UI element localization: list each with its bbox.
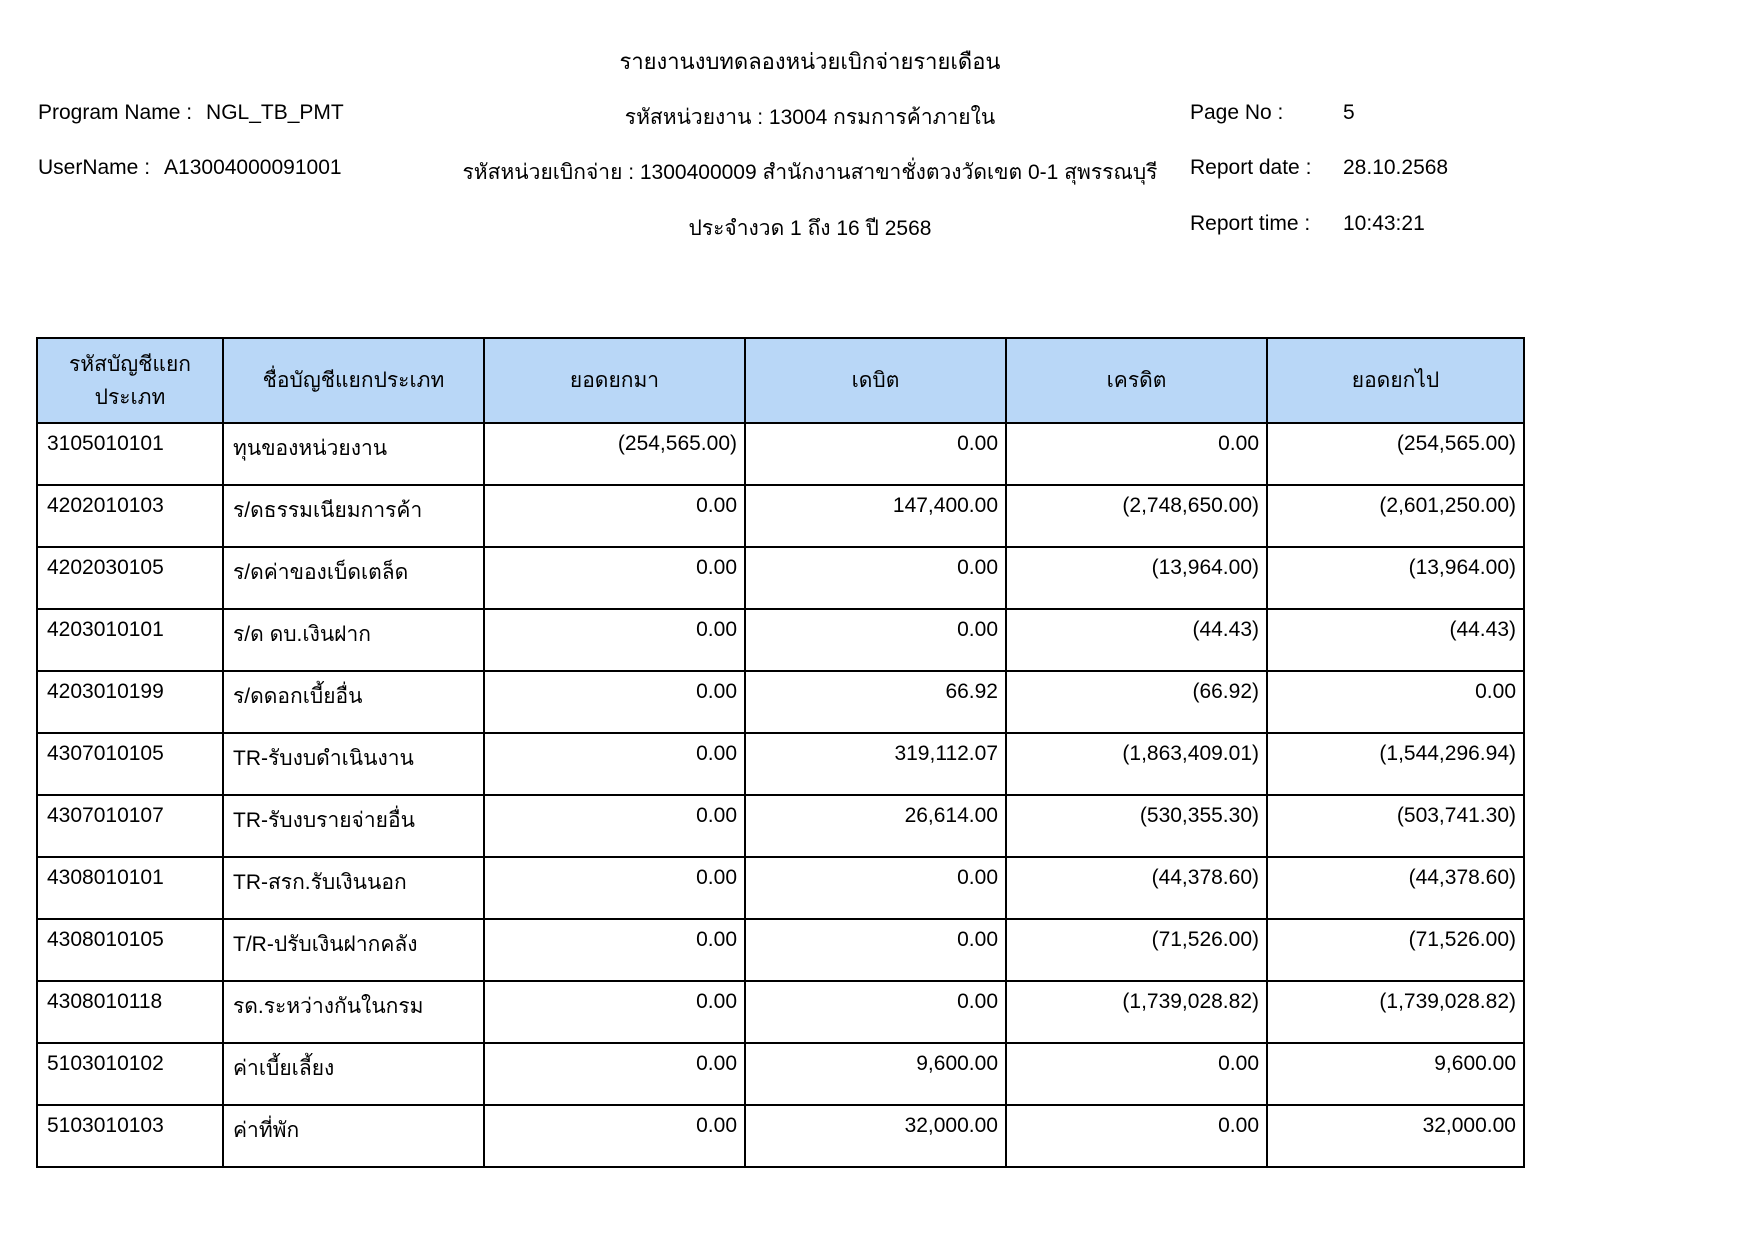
opening-balance-cell: 0.00 xyxy=(484,857,745,919)
credit-cell: (66.92) xyxy=(1006,671,1267,733)
debit-cell: 32,000.00 xyxy=(745,1105,1006,1167)
account-name-cell: ทุนของหน่วยงาน xyxy=(223,423,484,485)
debit-cell: 0.00 xyxy=(745,547,1006,609)
closing-balance-cell: (13,964.00) xyxy=(1267,547,1524,609)
table-row xyxy=(37,857,1524,919)
program-name-value: NGL_TB_PMT xyxy=(206,101,344,124)
credit-cell: 0.00 xyxy=(1006,423,1267,485)
closing-balance-cell: (71,526.00) xyxy=(1267,919,1524,981)
debit-cell: 9,600.00 xyxy=(745,1043,1006,1105)
debit-cell: 0.00 xyxy=(745,423,1006,485)
credit-cell: (44,378.60) xyxy=(1006,857,1267,919)
account-name-cell: รด.ระหว่างกันในกรม xyxy=(223,981,484,1043)
debit-cell: 147,400.00 xyxy=(745,485,1006,547)
debit-cell: 319,112.07 xyxy=(745,733,1006,795)
account-name-cell: ร/ดธรรมเนียมการค้า xyxy=(223,485,484,547)
opening-balance-cell: 0.00 xyxy=(484,671,745,733)
closing-balance-cell: (1,739,028.82) xyxy=(1267,981,1524,1043)
account-name-cell: TR-สรก.รับเงินนอก xyxy=(223,857,484,919)
account-name-cell: ร/ด ดบ.เงินฝาก xyxy=(223,609,484,671)
report-title: รายงานงบทดลองหน่วยเบิกจ่ายรายเดือน xyxy=(619,49,1001,74)
username-value: A13004000091001 xyxy=(164,156,342,179)
account-code-cell: 4308010105 xyxy=(37,919,223,981)
account-name-cell: ร/ดค่าของเบ็ดเตล็ด xyxy=(223,547,484,609)
credit-cell: 0.00 xyxy=(1006,1043,1267,1105)
credit-cell: (71,526.00) xyxy=(1006,919,1267,981)
account-code-cell: 5103010102 xyxy=(37,1043,223,1105)
credit-cell: 0.00 xyxy=(1006,1105,1267,1167)
table-header xyxy=(37,338,1524,423)
period-line: ประจำงวด 1 ถึง 16 ปี 2568 xyxy=(688,217,932,240)
report-time-value: 10:43:21 xyxy=(1343,212,1425,235)
closing-balance-cell: 32,000.00 xyxy=(1267,1105,1524,1167)
credit-cell: (2,748,650.00) xyxy=(1006,485,1267,547)
debit-cell: 66.92 xyxy=(745,671,1006,733)
account-code-cell: 4307010105 xyxy=(37,733,223,795)
closing-balance-cell: (44.43) xyxy=(1267,609,1524,671)
account-code-cell: 5103010103 xyxy=(37,1105,223,1167)
account-code-cell: 4203010199 xyxy=(37,671,223,733)
col-header-account-name: ชื่อบัญชีแยกประเภท xyxy=(223,338,484,423)
credit-cell: (1,863,409.01) xyxy=(1006,733,1267,795)
closing-balance-cell: (254,565.00) xyxy=(1267,423,1524,485)
col-header-debit: เดบิต xyxy=(745,338,1006,423)
debit-cell: 0.00 xyxy=(745,981,1006,1043)
table-row xyxy=(37,1105,1524,1167)
table-row xyxy=(37,423,1524,485)
opening-balance-cell: 0.00 xyxy=(484,795,745,857)
table-header-row xyxy=(37,338,1524,423)
col-header-closing-balance: ยอดยกไป xyxy=(1267,338,1524,423)
credit-cell: (13,964.00) xyxy=(1006,547,1267,609)
account-name-cell: T/R-ปรับเงินฝากคลัง xyxy=(223,919,484,981)
table-row xyxy=(37,485,1524,547)
opening-balance-cell: 0.00 xyxy=(484,485,745,547)
disbursement-line: รหัสหน่วยเบิกจ่าย : 1300400009 สำนักงานสาขาชั่งตวงวัดเขต 0-1 สุพรรณบุรี xyxy=(462,161,1158,184)
account-code-cell: 4202010103 xyxy=(37,485,223,547)
debit-cell: 0.00 xyxy=(745,919,1006,981)
table-row xyxy=(37,981,1524,1043)
account-name-cell: TR-รับงบรายจ่ายอื่น xyxy=(223,795,484,857)
col-header-account-code: รหัสบัญชีแยกประเภท xyxy=(37,338,223,423)
opening-balance-cell: 0.00 xyxy=(484,1105,745,1167)
credit-cell: (44.43) xyxy=(1006,609,1267,671)
table-row xyxy=(37,919,1524,981)
account-code-cell: 4203010101 xyxy=(37,609,223,671)
account-name-cell: ค่าที่พัก xyxy=(223,1105,484,1167)
program-name-label: Program Name : xyxy=(38,101,193,124)
table-row xyxy=(37,671,1524,733)
page-no-value: 5 xyxy=(1343,101,1355,124)
report-time-label: Report time : xyxy=(1190,212,1311,235)
username-label: UserName : xyxy=(38,156,151,179)
col-header-credit: เครดิต xyxy=(1006,338,1267,423)
account-code-cell: 4308010118 xyxy=(37,981,223,1043)
table-row xyxy=(37,609,1524,671)
agency-line: รหัสหน่วยงาน : 13004 กรมการค้าภายใน xyxy=(624,106,996,129)
closing-balance-cell: 0.00 xyxy=(1267,671,1524,733)
table-row xyxy=(37,733,1524,795)
opening-balance-cell: 0.00 xyxy=(484,609,745,671)
account-name-cell: TR-รับงบดำเนินงาน xyxy=(223,733,484,795)
report-date-label: Report date : xyxy=(1190,156,1312,179)
credit-cell: (530,355.30) xyxy=(1006,795,1267,857)
credit-cell: (1,739,028.82) xyxy=(1006,981,1267,1043)
opening-balance-cell: 0.00 xyxy=(484,1043,745,1105)
opening-balance-cell: 0.00 xyxy=(484,547,745,609)
opening-balance-cell: 0.00 xyxy=(484,733,745,795)
debit-cell: 0.00 xyxy=(745,857,1006,919)
account-code-cell: 3105010101 xyxy=(37,423,223,485)
opening-balance-cell: 0.00 xyxy=(484,919,745,981)
table-row xyxy=(37,795,1524,857)
closing-balance-cell: 9,600.00 xyxy=(1267,1043,1524,1105)
opening-balance-cell: 0.00 xyxy=(484,981,745,1043)
account-code-cell: 4202030105 xyxy=(37,547,223,609)
account-name-cell: ร/ดดอกเบี้ยอื่น xyxy=(223,671,484,733)
report-date-value: 28.10.2568 xyxy=(1343,156,1449,179)
account-code-cell: 4308010101 xyxy=(37,857,223,919)
closing-balance-cell: (1,544,296.94) xyxy=(1267,733,1524,795)
table-body xyxy=(37,423,1524,1167)
trial-balance-table xyxy=(36,337,1525,1168)
col-header-opening-balance: ยอดยกมา xyxy=(484,338,745,423)
closing-balance-cell: (503,741.30) xyxy=(1267,795,1524,857)
account-name-cell: ค่าเบี้ยเลี้ยง xyxy=(223,1043,484,1105)
table-row xyxy=(37,1043,1524,1105)
closing-balance-cell: (44,378.60) xyxy=(1267,857,1524,919)
page-no-label: Page No : xyxy=(1190,101,1284,124)
closing-balance-cell: (2,601,250.00) xyxy=(1267,485,1524,547)
debit-cell: 26,614.00 xyxy=(745,795,1006,857)
account-code-cell: 4307010107 xyxy=(37,795,223,857)
opening-balance-cell: (254,565.00) xyxy=(484,423,745,485)
table-row xyxy=(37,547,1524,609)
debit-cell: 0.00 xyxy=(745,609,1006,671)
